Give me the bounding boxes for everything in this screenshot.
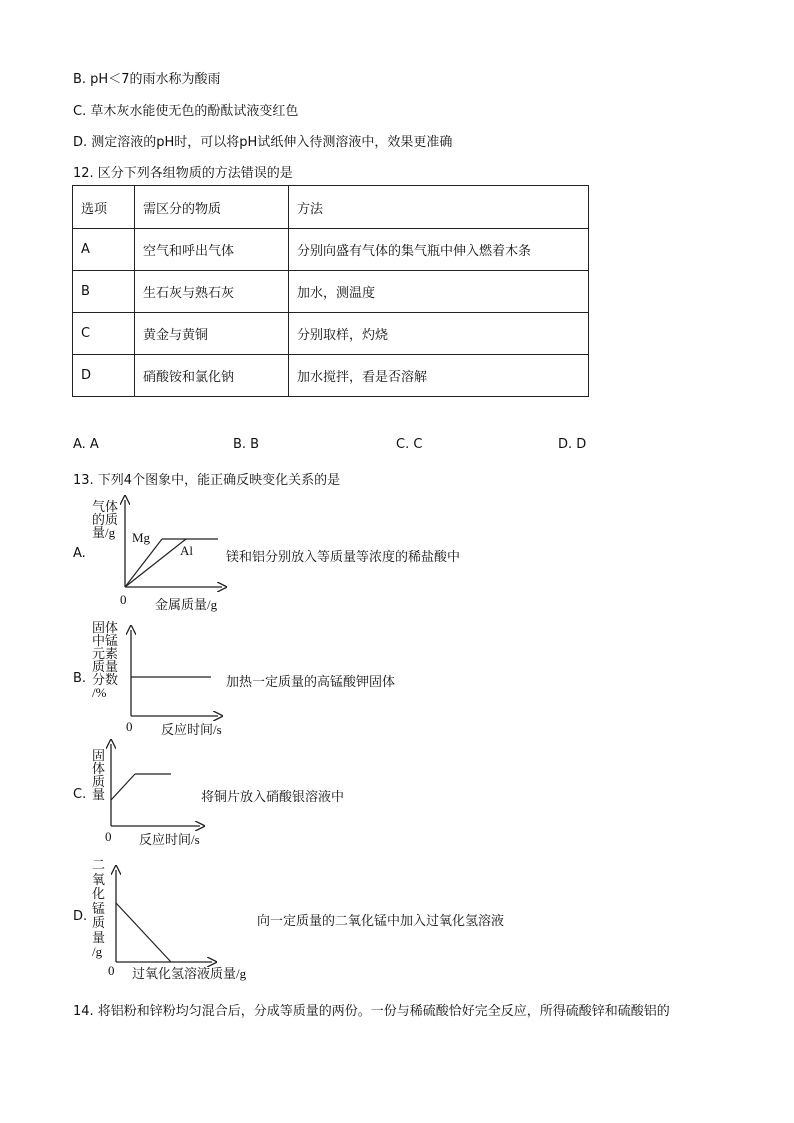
graph-b-letter: B. (73, 671, 87, 686)
table-cell: 加水，测温度 (289, 271, 589, 313)
ylabel-char: 化 (92, 886, 106, 901)
question-12: 12. 区分下列各组物质的方法错误的是 (73, 166, 293, 181)
table-cell: 分别取样，灼烧 (289, 313, 589, 355)
graph-c-xlabel: 反应时间/s (139, 832, 200, 847)
graph-d-ylabel (92, 858, 105, 960)
ylabel-char: 固体 (92, 620, 119, 635)
graph-c-origin: 0 (105, 829, 112, 844)
question-13: 13. 下列4个图象中，能正确反映变化关系的是 (73, 473, 341, 488)
answer-choice: C. C (396, 437, 423, 452)
ylabel-char: 量 (92, 929, 106, 945)
graph-c-rise (111, 774, 135, 800)
table-header-cell: 方法 (289, 186, 589, 229)
option-b-line: B. pH＜7的雨水称为酸雨 (73, 72, 221, 87)
answer-choice: D. D (558, 437, 587, 452)
table-header-cell: 选项 (73, 186, 135, 229)
graph-d-origin: 0 (108, 963, 115, 978)
question-14: 14. 将铝粉和锌粉均匀混合后，分成等质量的两份。一份与稀硫酸恰好完全反应，所得硫酸锌和硫酸铝的 (73, 1004, 670, 1019)
graph-b-ylabel (92, 621, 118, 699)
graph-a-ylabel (92, 500, 118, 539)
ylabel-char: 固 (92, 748, 106, 763)
table-cell: C (73, 313, 135, 355)
table-cell: 硝酸铵和氯化钠 (135, 355, 289, 397)
ylabel-char: 量 (92, 787, 106, 802)
table-header-cell: 需区分的物质 (135, 186, 289, 229)
graph-b-xlabel: 反应时间/s (161, 722, 222, 737)
graph-d-letter: D. (73, 909, 88, 924)
ylabel-char: 质 (92, 774, 106, 789)
answer-choice: A. A (73, 437, 99, 452)
ylabel-char: 质量 (92, 659, 119, 674)
graph-b-desc: 加热一定质量的高锰酸钾固体 (226, 675, 396, 690)
ylabel-char: 元素 (92, 646, 119, 661)
table-cell: 生石灰与熟石灰 (135, 271, 289, 313)
ylabel-char: 锰 (92, 900, 106, 916)
graph-a-al-label: Al (180, 543, 193, 558)
graph-a-xlabel: 金属质量/g (155, 597, 218, 612)
ylabel-char: 质 (92, 915, 106, 930)
graph-b-origin: 0 (126, 719, 133, 734)
graph-c-ylabel (92, 749, 105, 801)
ylabel-char: 中锰 (92, 633, 119, 648)
graph-b (131, 630, 218, 716)
graph-a-origin: 0 (120, 592, 127, 607)
table-cell: B (73, 271, 135, 313)
ylabel-char: /% (92, 685, 107, 700)
graph-a-al-line (125, 539, 186, 587)
ylabel-char: /g (92, 944, 103, 959)
graph-d-xlabel: 过氧化氢溶液质量/g (132, 966, 247, 981)
table-cell: 空气和呼出气体 (135, 229, 289, 271)
ylabel-char: 二 (92, 857, 106, 872)
table-cell: 加水搅拌，看是否溶解 (289, 355, 589, 397)
ylabel-char: 体 (92, 761, 106, 776)
graph-d-line (116, 903, 171, 962)
answer-choice: B. B (233, 437, 260, 452)
ylabel-char: 分数 (92, 672, 119, 687)
option-d-line: D. 测定溶液的pH时，可以将pH试纸伸入待测溶液中，效果更准确 (73, 135, 453, 150)
table-cell: A (73, 229, 135, 271)
table-cell: D (73, 355, 135, 397)
ylabel-char: 氧 (92, 871, 106, 887)
option-c-line: C. 草木灰水能使无色的酚酞试液变红色 (73, 104, 299, 119)
graph-c (111, 744, 200, 826)
table-cell: 黄金与黄铜 (135, 313, 289, 355)
graph-a-letter: A. (73, 546, 86, 561)
ylabel-char: 的质 (92, 512, 119, 527)
ylabel-char: 气体 (92, 499, 119, 514)
graph-a-desc: 镁和铝分别放入等质量等浓度的稀盐酸中 (226, 550, 461, 565)
graph-d-desc: 向一定质量的二氧化锰中加入过氧化氢溶液 (257, 914, 505, 929)
graph-d (116, 870, 212, 962)
graph-c-letter: C. (73, 787, 87, 802)
graph-c-desc: 将铜片放入硝酸银溶液中 (201, 790, 345, 805)
graph-a-mg-label: Mg (132, 530, 151, 545)
table-cell: 分别向盛有气体的集气瓶中伸入燃着木条 (289, 229, 589, 271)
ylabel-char: 量/g (92, 525, 116, 540)
